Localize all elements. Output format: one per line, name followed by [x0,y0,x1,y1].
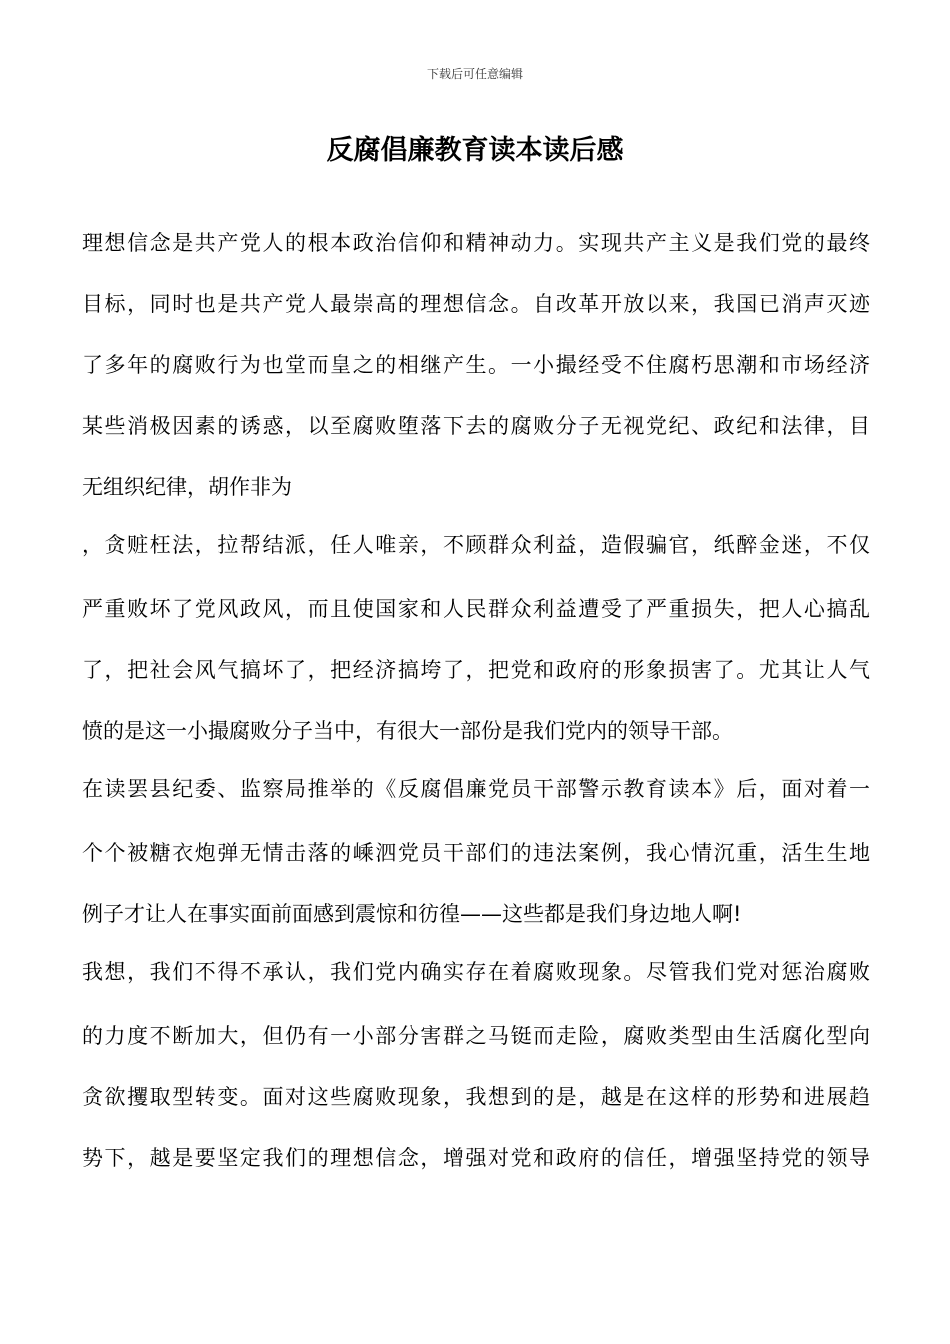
header-note: 下载后可任意编辑 [426,67,523,81]
paragraph-4 [82,942,870,1189]
text-line: 了多年的腐败行为也堂而皇之的相继产生。一小撮经受不住腐朽思潮和市场经济 [82,353,870,377]
text-line: 某些消极因素的诱惑，以至腐败堕落下去的腐败分子无视党纪、政纪和法律，目 [82,414,870,438]
text-line: ，贪赃枉法，拉帮结派，任人唯亲，不顾群众利益，造假骗官，纸醉金迷，不仅 [82,533,870,557]
text-line: 势下，越是要坚定我们的理想信念，增强对党和政府的信任，增强坚持党的领导 [82,1146,870,1170]
text-line: 贪欲攫取型转变。面对这些腐败现象，我想到的是，越是在这样的形势和进展趋 [82,1085,870,1109]
paragraph-2 [82,515,870,759]
text-line: 理想信念是共产党人的根本政治信仰和精神动力。实现共产主义是我们党的最终 [82,231,870,255]
text-line: 的力度不断加大，但仍有一小部分害群之马铤而走险，腐败类型由生活腐化型向 [82,1024,870,1048]
text-line: 在读罢县纪委、监察局推举的《反腐倡廉党员干部警示教育读本》后，面对着一 [82,777,870,801]
text-line: 个个被糖衣炮弹无情击落的嵊泗党员干部们的违法案例，我心情沉重，活生生地 [82,841,870,865]
text-line: 无组织纪律，胡作非为 [82,475,292,499]
text-line: 了，把社会风气搞坏了，把经济搞垮了，把党和政府的形象损害了。尤其让人气 [82,658,870,682]
text-line: 例子才让人在事实面前面感到震惊和彷徨——这些都是我们身边地人啊! [82,902,742,926]
paragraph-3 [82,759,870,942]
text-line: 愤的是这一小撮腐败分子当中，有很大一部份是我们党内的领导干部。 [82,719,733,743]
paragraph-1 [82,213,870,515]
text-line: 严重败坏了党风政风，而且使国家和人民群众利益遭受了严重损失，把人心搞乱 [82,597,870,621]
text-line: 我想，我们不得不承认，我们党内确实存在着腐败现象。尽管我们党对惩治腐败 [82,960,870,984]
document-body [82,213,870,1189]
text-line: 目标，同时也是共产党人最崇高的理想信念。自改革开放以来，我国已消声灭迹 [82,292,870,316]
document-title: 反腐倡廉教育读本读后感 [326,135,624,166]
